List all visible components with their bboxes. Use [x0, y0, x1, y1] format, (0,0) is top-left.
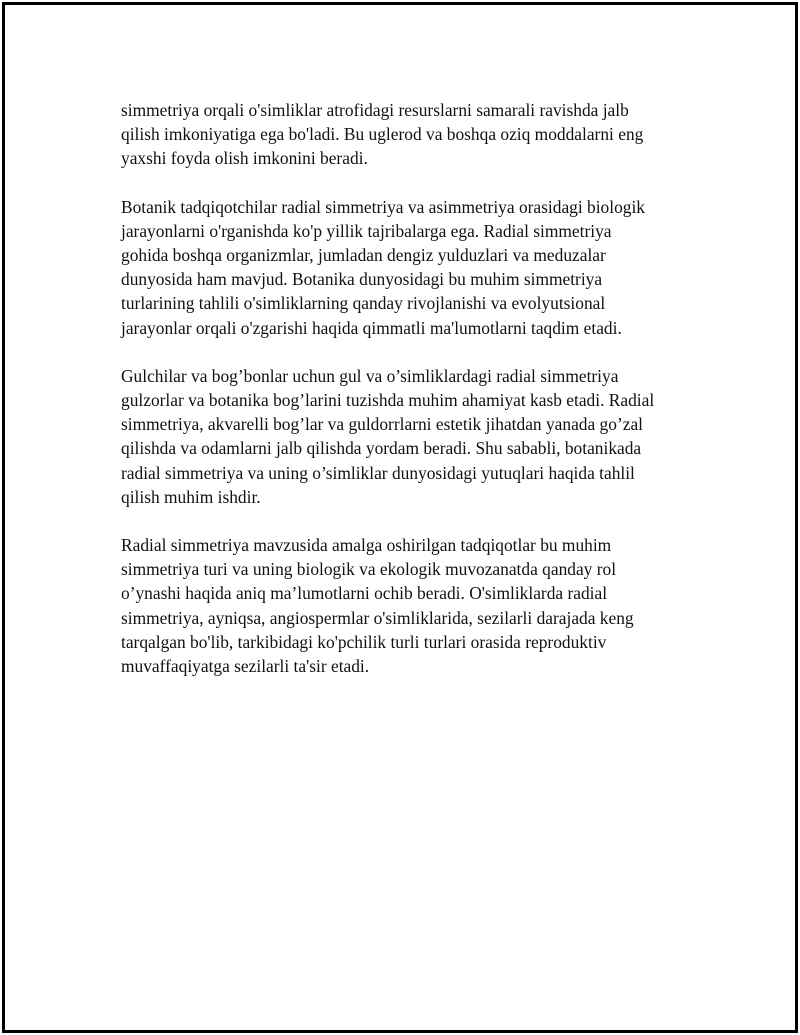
text-line: gohida boshqa organizmlar, jumladan dengiz yulduzlari va meduzalar — [121, 245, 606, 266]
text-line: qilish imkoniyatiga ega bo'ladi. Bu uglerod va boshqa oziq moddalarni eng — [121, 124, 644, 145]
paragraph-4 — [121, 533, 691, 678]
document-body — [121, 98, 691, 702]
text-line: radial simmetriya va uning o’simliklar dunyosidagi yutuqlari haqida tahlil — [121, 462, 635, 483]
document-page — [2, 2, 798, 1033]
text-line: jarayonlarni o'rganishda ko'p yillik tajribalarga ega. Radial simmetriya — [121, 220, 612, 241]
paragraph-1 — [121, 98, 691, 171]
text-line: gulzorlar va botanika bog’larini tuzishda muhim ahamiyat kasb etadi. Radial — [121, 390, 655, 411]
paragraph-3 — [121, 364, 691, 509]
text-line: Botanik tadqiqotchilar radial simmetriya va asimmetriya orasidagi biologik — [121, 196, 646, 217]
text-line: Gulchilar va bog’bonlar uchun gul va o’simliklardagi radial simmetriya — [121, 365, 619, 386]
text-line: qilish muhim ishdir. — [121, 486, 261, 507]
text-line: simmetriya, ayniqsa, angiospermlar o'simliklarida, sezilarli darajada keng — [121, 607, 634, 628]
text-line: simmetriya turi va uning biologik va ekologik muvozanatda qanday rol — [121, 559, 617, 580]
text-line: simmetriya, akvarelli bog’lar va guldorrlarni estetik jihatdan yanada go’zal — [121, 414, 644, 435]
text-line: yaxshi foyda olish imkonini beradi. — [121, 148, 368, 169]
paragraph-2 — [121, 195, 691, 340]
text-line: jarayonlar orqali o'zgarishi haqida qimmatli ma'lumotlarni taqdim etadi. — [121, 317, 622, 338]
text-line: dunyosida ham mavjud. Botanika dunyosidagi bu muhim simmetriya — [121, 269, 603, 290]
text-line: turlarining tahlili o'simliklarning qanday rivojlanishi va evolyutsional — [121, 293, 606, 314]
text-line: o’ynashi haqida aniq ma’lumotlarni ochib beradi. O'simliklarda radial — [121, 583, 608, 604]
text-line: Radial simmetriya mavzusida amalga oshirilgan tadqiqotlar bu muhim — [121, 535, 612, 556]
text-line: tarqalgan bo'lib, tarkibidagi ko'pchilik turli turlari orasida reproduktiv — [121, 631, 607, 652]
text-line: simmetriya orqali o'simliklar atrofidagi resurslarni samarali ravishda jalb — [121, 100, 629, 120]
text-line: muvaffaqiyatga sezilarli ta'sir etadi. — [121, 656, 370, 677]
text-line: qilishda va odamlarni jalb qilishda yordam beradi. Shu sababli, botanikada — [121, 438, 642, 459]
